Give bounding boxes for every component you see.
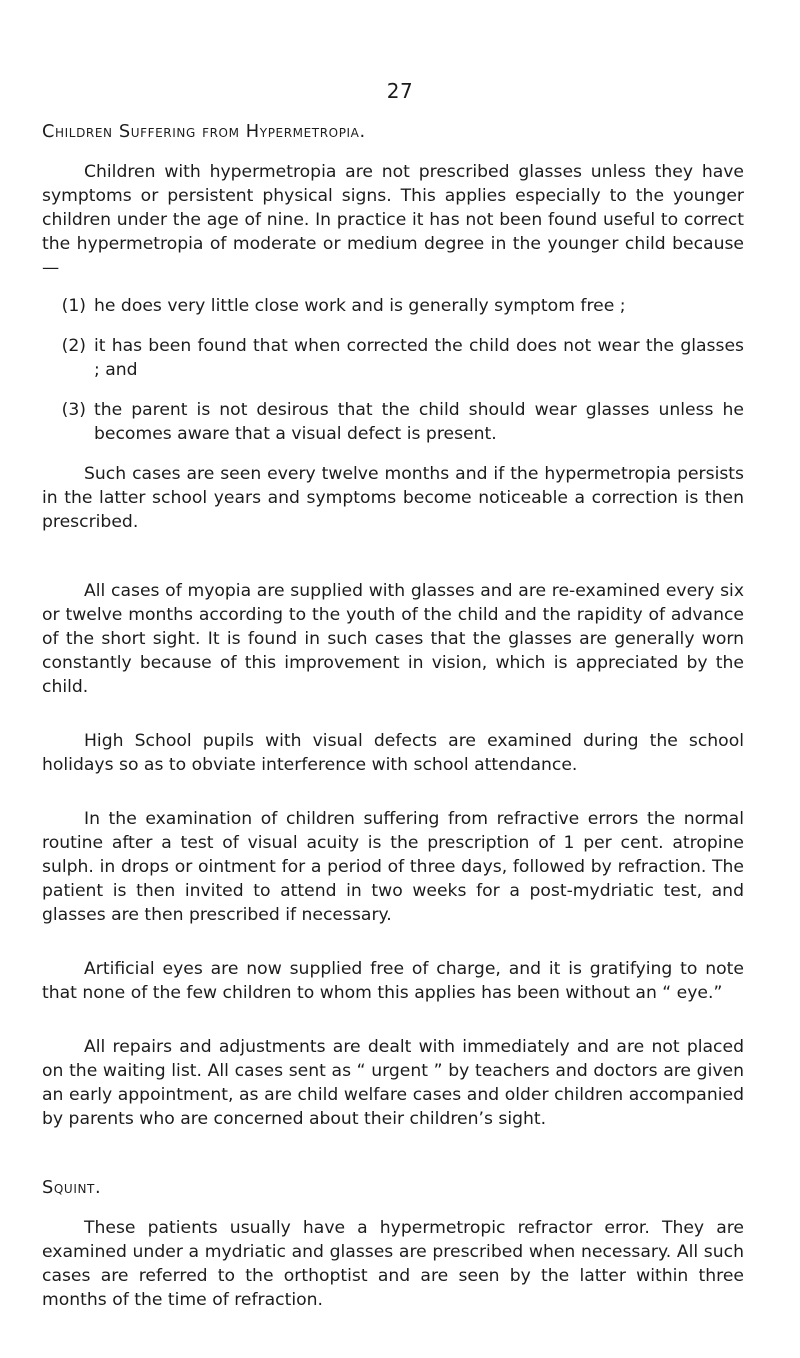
page-number: 27 [386, 79, 414, 103]
list-item-number: (3) [61, 400, 86, 420]
high-school-paragraph: High School pupils with visual defects are examined during the school holidays so as to obviate interference with school attendance. [42, 731, 744, 775]
hypermetropia-intro: Children with hypermetropia are not prescribed glasses unless they have symptoms or persistent physical signs. This applies especially to the younger children under the age of nine. In practice it has not been found useful to correct the hypermetropia of moderate or medium degree in the younger child because— [42, 162, 744, 278]
list-item [42, 294, 744, 318]
hypermetropia-reasons-list [42, 294, 744, 446]
list-item-text: the parent is not desirous that the child should wear glasses unless he becomes aware that a visual defect is present. [94, 400, 744, 444]
hypermetropia-followup: Such cases are seen every twelve months and if the hypermetropia persists in the latter school years and symptoms become noticeable a correction is then prescribed. [42, 464, 744, 532]
list-item-text: he does very little close work and is generally symptom free ; [94, 296, 626, 316]
list-item [42, 398, 744, 446]
list-item-number: (1) [61, 296, 86, 316]
squint-paragraph: These patients usually have a hypermetropic refractor error. They are examined under a mydriatic and glasses are prescribed when necessary. All such cases are referred to the orthoptist and are seen by the latter within three months of the time of refraction. [42, 1218, 744, 1310]
examination-paragraph: In the examination of children suffering from refractive errors the normal routine after a test of visual acuity is the prescription of 1 per cent. atropine sulph. in drops or ointment for a period of three days, followed by refraction. The patient is then invited to attend in two weeks for a post-mydriatic test, and glasses are then prescribed if necessary. [42, 809, 744, 925]
myopia-paragraph: All cases of myopia are supplied with glasses and are re-examined every six or twelve months according to the youth of the child and the rapidity of advance of the short sight. It is found in such cases that the glasses are generally worn constantly because of this improvement in vision, which is appreciated by the child. [42, 581, 744, 697]
squint-heading: Squint. [42, 1177, 102, 1198]
list-item [42, 334, 744, 382]
list-item-number: (2) [61, 336, 86, 356]
artificial-eyes-paragraph: Artificial eyes are now supplied free of charge, and it is gratifying to note that none of the few children to whom this applies has been without an “ eye.” [42, 959, 744, 1003]
repairs-paragraph: All repairs and adjustments are dealt with immediately and are not placed on the waiting list. All cases sent as “ urgent ” by teachers and doctors are given an early appointment, as are child welfare cases and older children accompanied by parents who are concerned about their children’s sight. [42, 1037, 744, 1129]
list-item-text: it has been found that when corrected the child does not wear the glasses ; and [94, 336, 744, 380]
document-body [42, 120, 744, 1312]
hypermetropia-heading: Children Suffering from Hypermetropia. [42, 121, 366, 142]
